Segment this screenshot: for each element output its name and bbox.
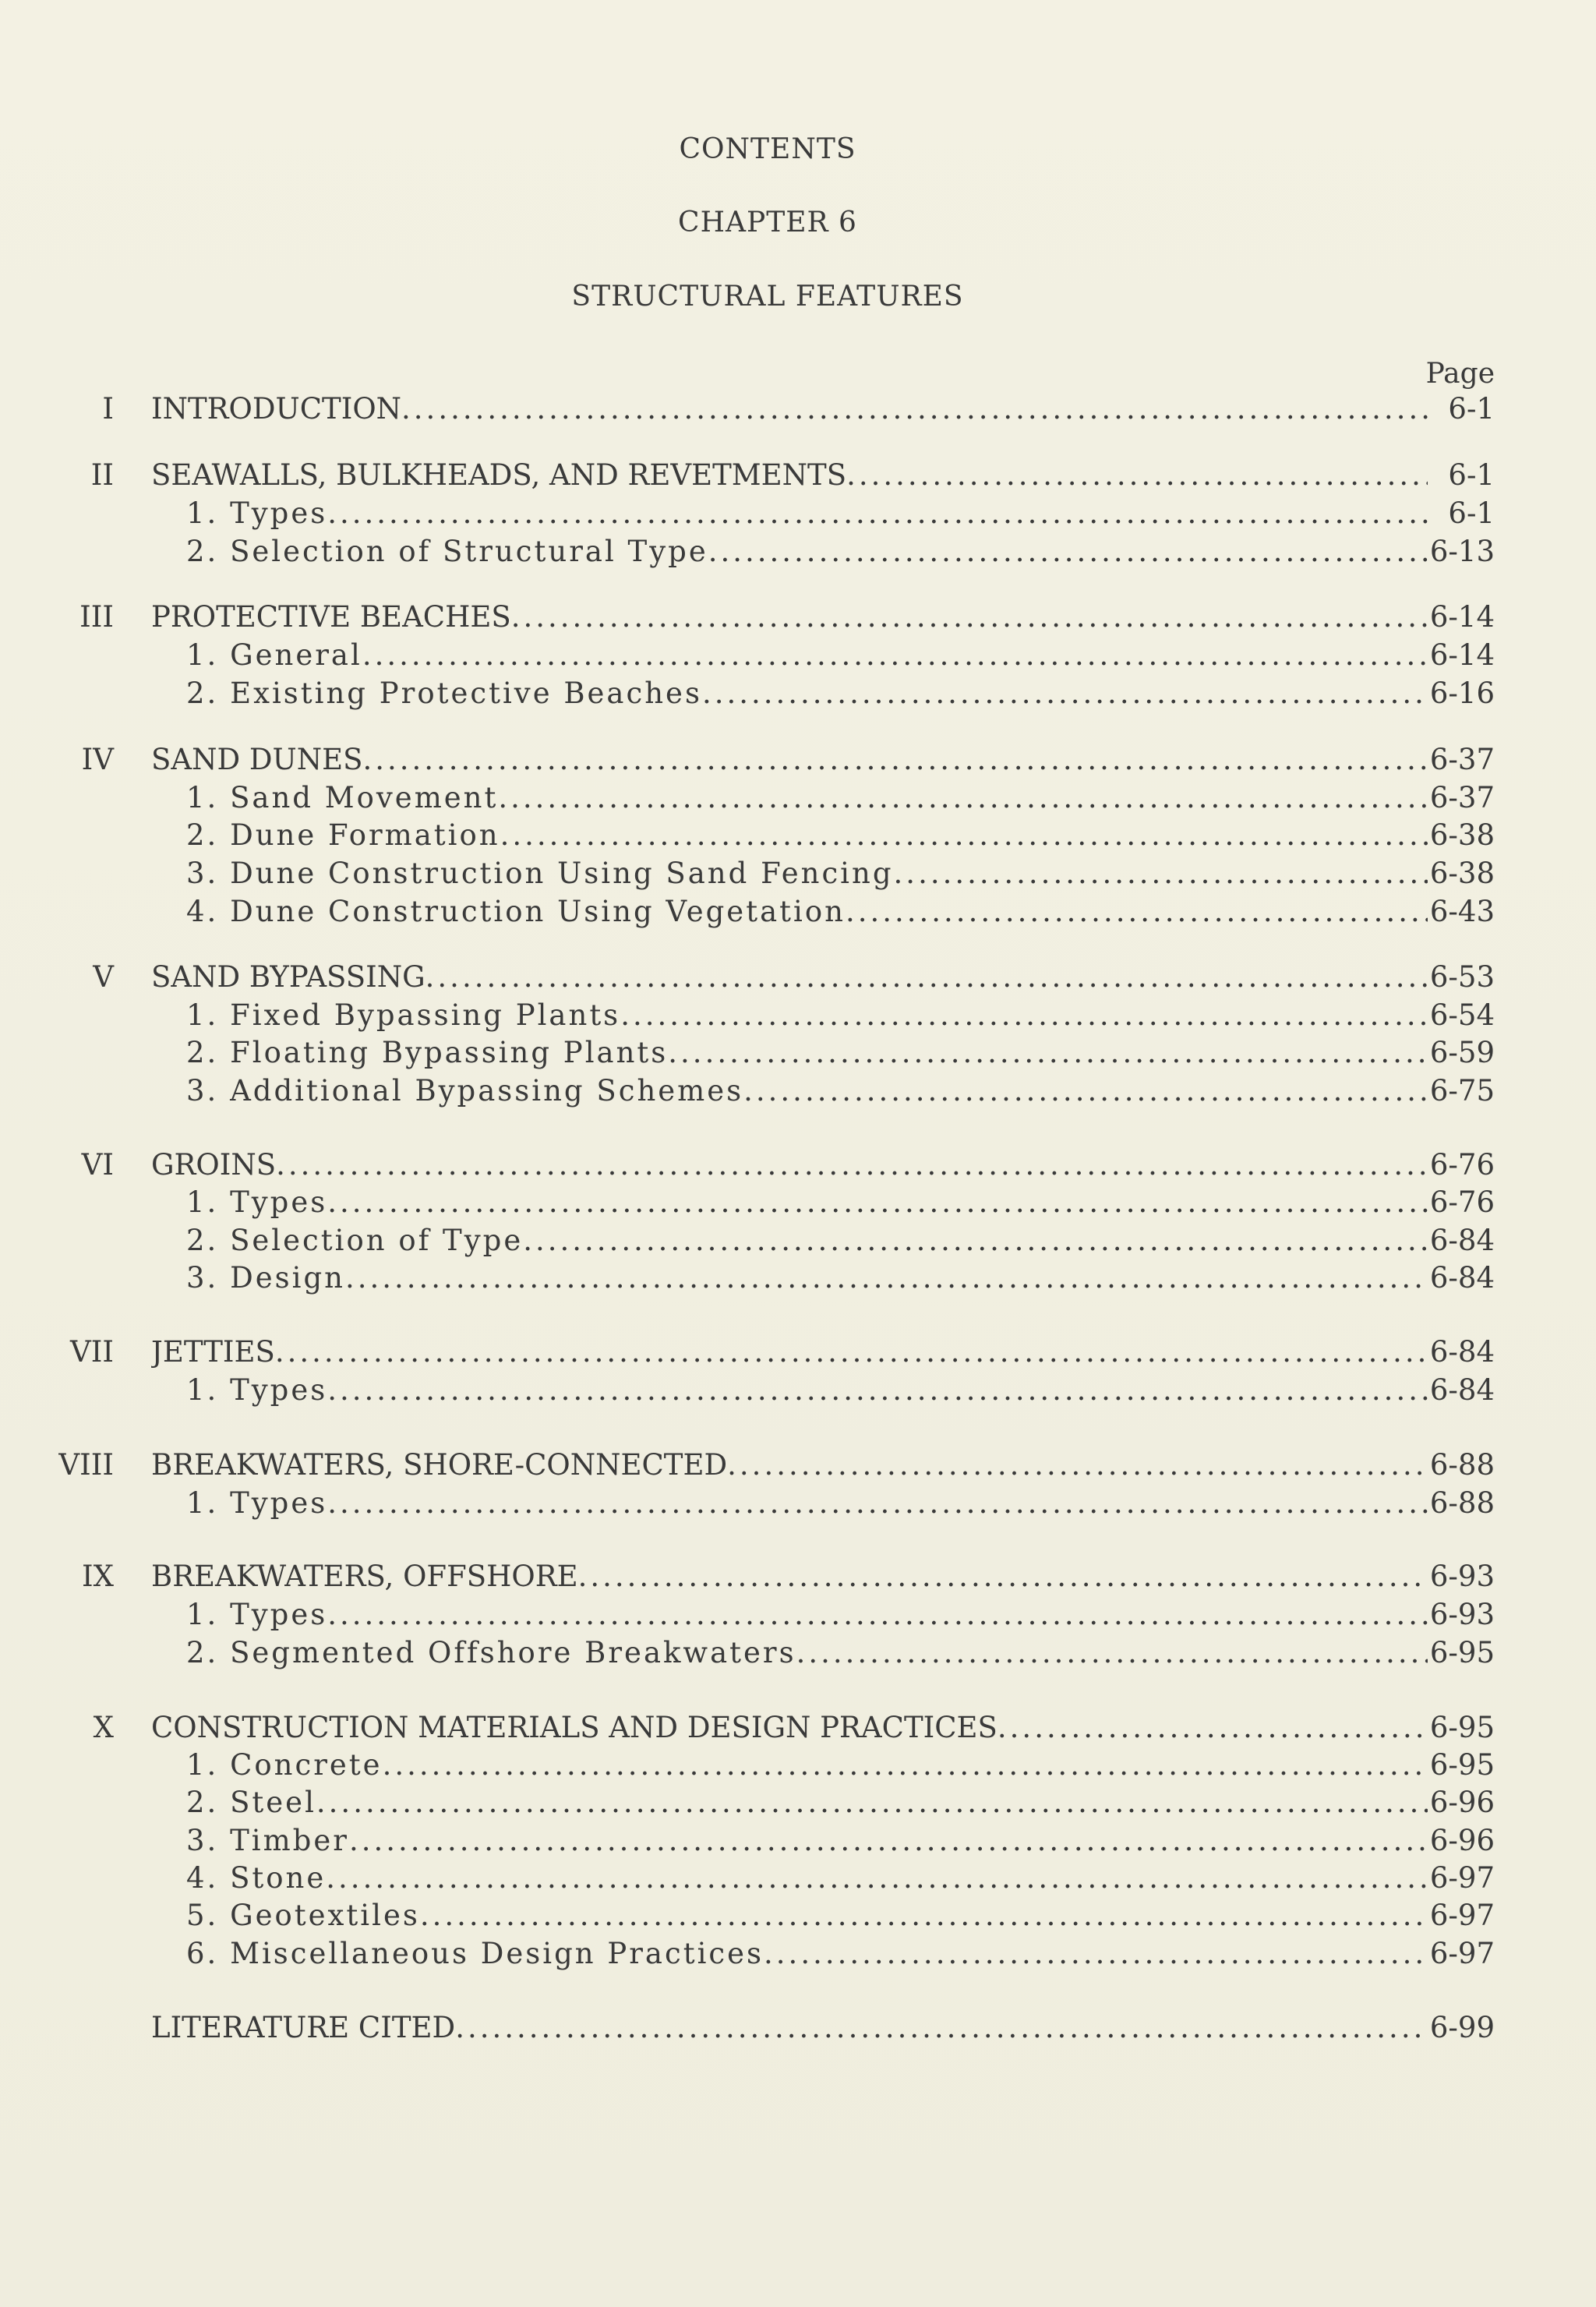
toc-entry [186, 1185, 1428, 1220]
dot-leader [764, 1937, 1428, 1971]
toc-page-number: 6-1 [1448, 496, 1495, 530]
toc-page-number: 6-54 [1429, 998, 1495, 1032]
toc-page-number: 6-84 [1429, 1335, 1495, 1369]
toc-entry-label: INTRODUCTION [151, 392, 402, 426]
dot-leader [362, 743, 1428, 777]
toc-section-row [0, 458, 1596, 493]
toc-section-row [0, 600, 1596, 634]
toc-entry-label: JETTIES [151, 1335, 275, 1369]
toc-page-number: 6-95 [1429, 1636, 1495, 1669]
dot-leader [401, 392, 1428, 426]
toc-page-number: 6-84 [1429, 1224, 1495, 1257]
dot-leader [998, 1711, 1428, 1745]
chapter-title: STRUCTURAL FEATURES [571, 281, 964, 313]
dot-leader [743, 1074, 1428, 1108]
toc-entry-label: 3. Timber [186, 1824, 349, 1857]
toc-page-number: 6-59 [1429, 1036, 1495, 1069]
section-number: VI [81, 1148, 114, 1182]
toc-entry-label: 2. Segmented Offshore Breakwaters [186, 1636, 796, 1669]
toc-section-row [0, 960, 1596, 995]
toc-entry-label: 1. Concrete [186, 1748, 383, 1782]
toc-entry [186, 1786, 1428, 1820]
toc-entry-label: BREAKWATERS, SHORE-CONNECTED [151, 1448, 728, 1482]
toc-entry-label: 1. Types [186, 496, 328, 530]
toc-entry-label: 2. Selection of Structural Type [186, 535, 708, 568]
toc-page-number: 6-38 [1429, 857, 1495, 890]
toc-entry [151, 2011, 1428, 2045]
toc-entry-label: 1. Sand Movement [186, 781, 499, 814]
dot-leader [362, 638, 1428, 673]
dot-leader [846, 458, 1428, 493]
toc-subsection-row [0, 1636, 1596, 1670]
toc-subsection-row [0, 1899, 1596, 1933]
dot-leader [511, 600, 1428, 634]
toc-entry [186, 1824, 1428, 1858]
dot-leader [578, 1560, 1428, 1594]
toc-entry-label: 2. Floating Bypassing Plants [186, 1036, 669, 1069]
toc-entry [186, 1937, 1428, 1971]
toc-subsection-row [0, 535, 1596, 569]
toc-subsection-row [0, 1937, 1596, 1971]
toc-entry [186, 781, 1428, 815]
toc-page-number: 6-93 [1429, 1598, 1495, 1631]
toc-subsection-row [0, 1224, 1596, 1258]
dot-leader [708, 535, 1428, 569]
toc-page-number: 6-76 [1429, 1185, 1495, 1219]
toc-entry-label: LITERATURE CITED [151, 2011, 456, 2044]
toc-entry [186, 1261, 1428, 1295]
toc-page-number: 6-75 [1429, 1074, 1495, 1108]
toc-subsection-row [0, 1748, 1596, 1782]
toc-entry [186, 1224, 1428, 1258]
toc-entry [151, 458, 1428, 493]
toc-page-number: 6-14 [1429, 600, 1495, 634]
toc-entry [186, 1861, 1428, 1895]
dot-leader [702, 677, 1428, 711]
toc-subsection-row [0, 1261, 1596, 1295]
dot-leader [523, 1224, 1428, 1258]
dot-leader [326, 1861, 1428, 1895]
toc-entry [151, 1711, 1428, 1745]
toc-subsection-row [0, 1373, 1596, 1408]
toc-entry-label: BREAKWATERS, OFFSHORE [151, 1560, 578, 1593]
toc-section-row [0, 1448, 1596, 1482]
toc-entry-label: 2. Dune Formation [186, 818, 500, 852]
toc-page-number: 6-84 [1429, 1261, 1495, 1295]
toc-entry [151, 392, 1428, 426]
toc-entry-label: 3. Dune Construction Using Sand Fencing [186, 857, 894, 890]
toc-page-number: 6-1 [1448, 458, 1495, 492]
dot-leader [727, 1448, 1428, 1482]
section-number: V [93, 960, 114, 994]
toc-page-number: 6-97 [1429, 1899, 1495, 1932]
toc-page-number: 6-96 [1429, 1786, 1495, 1819]
toc-subsection-row [0, 638, 1596, 673]
toc-entry-label: 3. Design [186, 1261, 345, 1295]
toc-subsection-row [0, 895, 1596, 929]
toc-entry [186, 1486, 1428, 1521]
toc-subsection-row [0, 1074, 1596, 1108]
toc-subsection-row [0, 818, 1596, 853]
toc-page-number: 6-13 [1429, 535, 1495, 568]
dot-leader [796, 1636, 1428, 1670]
toc-entry [186, 895, 1428, 929]
toc-section-row [0, 392, 1596, 426]
toc-entry-label: 6. Miscellaneous Design Practices [186, 1937, 764, 1970]
dot-leader [275, 1335, 1428, 1369]
toc-entry-label: GROINS [151, 1148, 277, 1182]
toc-subsection-row [0, 1036, 1596, 1070]
toc-page-number: 6-99 [1429, 2011, 1495, 2044]
toc-subsection-row [0, 1861, 1596, 1895]
toc-entry [186, 1373, 1428, 1408]
toc-entry-label: 2. Existing Protective Beaches [186, 677, 702, 710]
toc-page-number: 6-37 [1429, 743, 1495, 776]
dot-leader [420, 1899, 1428, 1933]
section-number: VII [70, 1335, 114, 1369]
toc-entry-label: SEAWALLS, BULKHEADS, AND REVETMENTS [151, 458, 847, 492]
toc-entry-label: 1. Types [186, 1185, 328, 1219]
toc-section-row [0, 2011, 1596, 2045]
toc-entry-label: 1. Types [186, 1373, 328, 1407]
toc-entry [151, 1148, 1428, 1182]
toc-entry [151, 743, 1428, 777]
dot-leader [276, 1148, 1428, 1182]
toc-subsection-row [0, 1598, 1596, 1632]
toc-entry [186, 496, 1428, 531]
dot-leader [349, 1824, 1428, 1858]
toc-entry [186, 998, 1428, 1033]
dot-leader [500, 818, 1428, 853]
toc-entry-label: CONSTRUCTION MATERIALS AND DESIGN PRACTICES [151, 1711, 998, 1744]
toc-subsection-row [0, 1185, 1596, 1220]
toc-page-number: 6-95 [1429, 1711, 1495, 1744]
section-number: I [102, 392, 114, 426]
toc-entry [151, 1448, 1428, 1482]
toc-page-number: 6-37 [1429, 781, 1495, 814]
toc-subsection-row [0, 1486, 1596, 1521]
toc-page-number: 6-16 [1429, 677, 1495, 710]
toc-subsection-row [0, 998, 1596, 1033]
dot-leader [327, 1185, 1428, 1220]
toc-entry [186, 1899, 1428, 1933]
toc-section-row [0, 743, 1596, 777]
dot-leader [620, 998, 1428, 1033]
section-number: X [93, 1711, 114, 1744]
toc-entry-label: SAND BYPASSING [151, 960, 425, 994]
toc-section-row [0, 1560, 1596, 1594]
toc-page-number: 6-88 [1429, 1448, 1495, 1482]
toc-entry [186, 535, 1428, 569]
dot-leader [327, 1486, 1428, 1521]
dot-leader [425, 960, 1428, 995]
dot-leader [316, 1786, 1428, 1820]
toc-subsection-row [0, 781, 1596, 815]
toc-entry [186, 1748, 1428, 1782]
toc-entry [186, 1074, 1428, 1108]
toc-page-number: 6-43 [1429, 895, 1495, 928]
toc-entry-label: 1. General [186, 638, 362, 672]
toc-entry-label: 1. Types [186, 1598, 328, 1631]
section-number: IX [82, 1560, 114, 1593]
toc-entry [186, 638, 1428, 673]
toc-subsection-row [0, 1824, 1596, 1858]
section-number: III [79, 600, 114, 634]
toc-entry-label: 4. Stone [186, 1861, 327, 1895]
toc-entry [151, 600, 1428, 634]
dot-leader [498, 781, 1428, 815]
dot-leader [846, 895, 1428, 929]
dot-leader [345, 1261, 1428, 1295]
toc-page-number: 6-97 [1429, 1861, 1495, 1895]
toc-entry-label: SAND DUNES [151, 743, 363, 776]
toc-subsection-row [0, 496, 1596, 531]
toc-subsection-row [0, 1786, 1596, 1820]
toc-entry [151, 960, 1428, 995]
page-column-header: Page [1425, 358, 1495, 390]
toc-page-number: 6-84 [1429, 1373, 1495, 1407]
toc-page-number: 6-38 [1429, 818, 1495, 852]
dot-leader [455, 2011, 1428, 2045]
toc-section-row [0, 1711, 1596, 1745]
toc-entry-label: 3. Additional Bypassing Schemes [186, 1074, 744, 1108]
dot-leader [383, 1748, 1428, 1782]
dot-leader [327, 496, 1428, 531]
toc-subsection-row [0, 857, 1596, 891]
toc-page-number: 6-97 [1429, 1937, 1495, 1970]
toc-page-number: 6-14 [1429, 638, 1495, 672]
dot-leader [327, 1598, 1428, 1632]
toc-page-number: 6-1 [1448, 392, 1495, 426]
toc-section-row [0, 1148, 1596, 1182]
toc-page-number: 6-53 [1429, 960, 1495, 994]
toc-entry [151, 1335, 1428, 1369]
toc-entry-label: PROTECTIVE BEACHES [151, 600, 511, 634]
toc-page-number: 6-95 [1429, 1748, 1495, 1782]
toc-entry [186, 857, 1428, 891]
toc-entry-label: 4. Dune Construction Using Vegetation [186, 895, 846, 928]
toc-entry [186, 1636, 1428, 1670]
toc-entry-label: 2. Steel [186, 1786, 316, 1819]
toc-entry-label: 2. Selection of Type [186, 1224, 524, 1257]
toc-entry-label: 1. Fixed Bypassing Plants [186, 998, 621, 1032]
toc-page-number: 6-88 [1429, 1486, 1495, 1520]
section-number: IV [81, 743, 114, 776]
toc-entry [186, 1036, 1428, 1070]
dot-leader [668, 1036, 1428, 1070]
dot-leader [327, 1373, 1428, 1408]
toc-page-number: 6-93 [1429, 1560, 1495, 1593]
dot-leader [894, 857, 1428, 891]
chapter-heading: CHAPTER 6 [678, 207, 857, 238]
toc-entry [186, 818, 1428, 853]
toc-subsection-row [0, 677, 1596, 711]
toc-entry-label: 5. Geotextiles [186, 1899, 420, 1932]
toc-page-number: 6-76 [1429, 1148, 1495, 1182]
toc-entry [186, 1598, 1428, 1632]
section-number: II [90, 458, 114, 492]
toc-entry [186, 677, 1428, 711]
toc-entry-label: 1. Types [186, 1486, 328, 1520]
toc-entry [151, 1560, 1428, 1594]
toc-section-row [0, 1335, 1596, 1369]
toc-page-number: 6-96 [1429, 1824, 1495, 1857]
section-number: VIII [58, 1448, 114, 1482]
contents-heading: CONTENTS [679, 133, 856, 165]
